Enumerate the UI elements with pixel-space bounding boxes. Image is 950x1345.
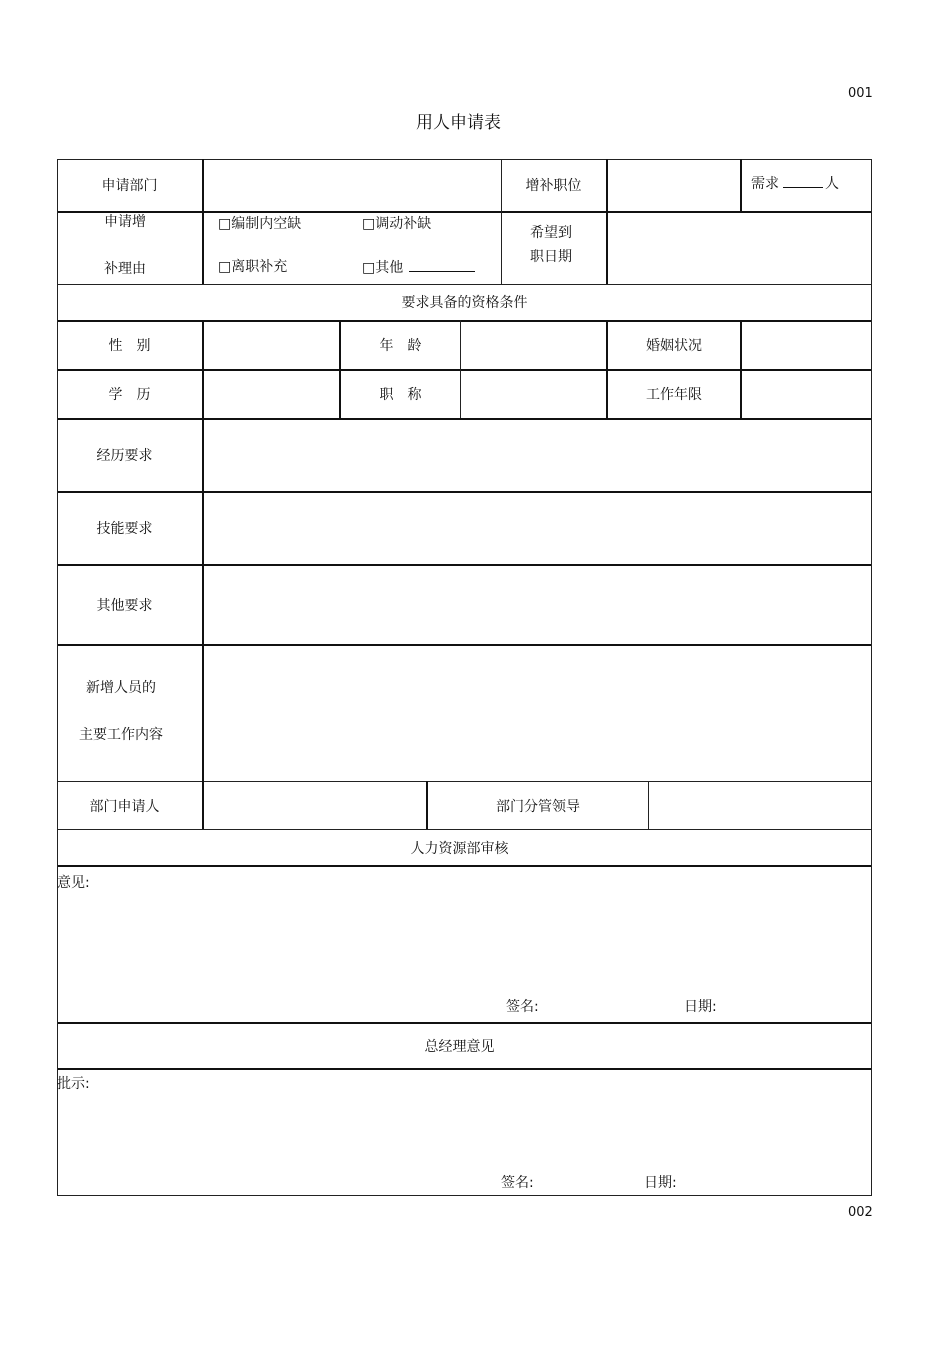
hr-review-header: 人力资源部审核 [410, 840, 509, 857]
option-vacancy-checkbox[interactable]: □编制内空缺 [218, 216, 302, 232]
gm-signature-label: 签名: [501, 1175, 534, 1191]
professional-title-label: 职 称 [379, 387, 422, 403]
page-title: 用人申请表 [416, 113, 501, 133]
division-leader-field[interactable] [649, 782, 871, 829]
skills-field[interactable] [204, 492, 871, 564]
marital-field[interactable] [742, 321, 871, 369]
hr-opinion-field[interactable] [58, 897, 871, 992]
gm-instruction-label: 批示: [57, 1076, 90, 1092]
reason-label-line1: 申请增 [104, 214, 146, 230]
option-transfer-checkbox[interactable]: □调动补缺 [362, 216, 432, 232]
reason-label-line2: 补理由 [104, 261, 146, 277]
need-suffix: 人 [825, 176, 839, 192]
application-form [57, 159, 872, 1196]
row-divider [57, 865, 872, 867]
duties-label-line1: 新增人员的 [86, 680, 156, 696]
education-label: 学 历 [108, 387, 151, 403]
hr-date-label: 日期: [684, 999, 717, 1015]
form-border-bottom [57, 1195, 872, 1196]
gender-label: 性 别 [108, 338, 151, 354]
other-requirements-label: 其他要求 [96, 597, 153, 614]
start-date-label-line1: 希望到 [530, 225, 572, 241]
work-years-label: 工作年限 [646, 387, 702, 403]
col-divider [501, 211, 502, 284]
need-count [751, 175, 839, 192]
row-divider [57, 1068, 872, 1070]
experience-field[interactable] [204, 419, 871, 491]
start-date-label-line2: 职日期 [530, 249, 572, 265]
professional-title-field[interactable] [461, 370, 606, 418]
need-prefix: 需求 [751, 176, 779, 192]
marital-label: 婚姻状况 [646, 338, 702, 354]
work-years-field[interactable] [742, 370, 871, 418]
hr-signature-label: 签名: [506, 999, 539, 1015]
education-field[interactable] [204, 370, 339, 418]
division-leader-label: 部门分管领导 [496, 798, 580, 815]
duties-field[interactable] [204, 645, 871, 781]
doc-code-bottom: 002 [848, 1205, 873, 1220]
option-other-checkbox[interactable]: □其他 [362, 260, 404, 276]
gender-field[interactable] [204, 321, 339, 369]
age-label: 年 龄 [379, 338, 422, 354]
position-label: 增补职位 [525, 178, 582, 194]
experience-label: 经历要求 [96, 448, 153, 464]
col-divider [740, 159, 742, 211]
option-other-field[interactable] [409, 259, 475, 272]
qualifications-header: 要求具备的资格条件 [401, 295, 528, 311]
duties-label-line2: 主要工作内容 [79, 727, 163, 743]
dept-field[interactable] [203, 159, 501, 211]
applicant-field[interactable] [204, 782, 426, 829]
need-count-field[interactable] [783, 175, 823, 188]
doc-code-top: 001 [848, 86, 873, 101]
start-date-field[interactable] [608, 212, 871, 284]
skills-label: 技能要求 [96, 521, 153, 537]
applicant-label: 部门申请人 [89, 798, 160, 815]
hr-opinion-label: 意见: [57, 875, 90, 891]
other-requirements-field[interactable] [204, 565, 871, 644]
option-other [362, 259, 475, 276]
gm-instruction-field[interactable] [58, 1097, 871, 1169]
dept-label: 申请部门 [101, 178, 158, 194]
option-resign-checkbox[interactable]: □离职补充 [218, 259, 288, 275]
gm-date-label: 日期: [644, 1175, 677, 1191]
age-field[interactable] [461, 321, 606, 369]
position-field[interactable] [608, 159, 740, 211]
gm-opinion-header: 总经理意见 [424, 1038, 495, 1055]
